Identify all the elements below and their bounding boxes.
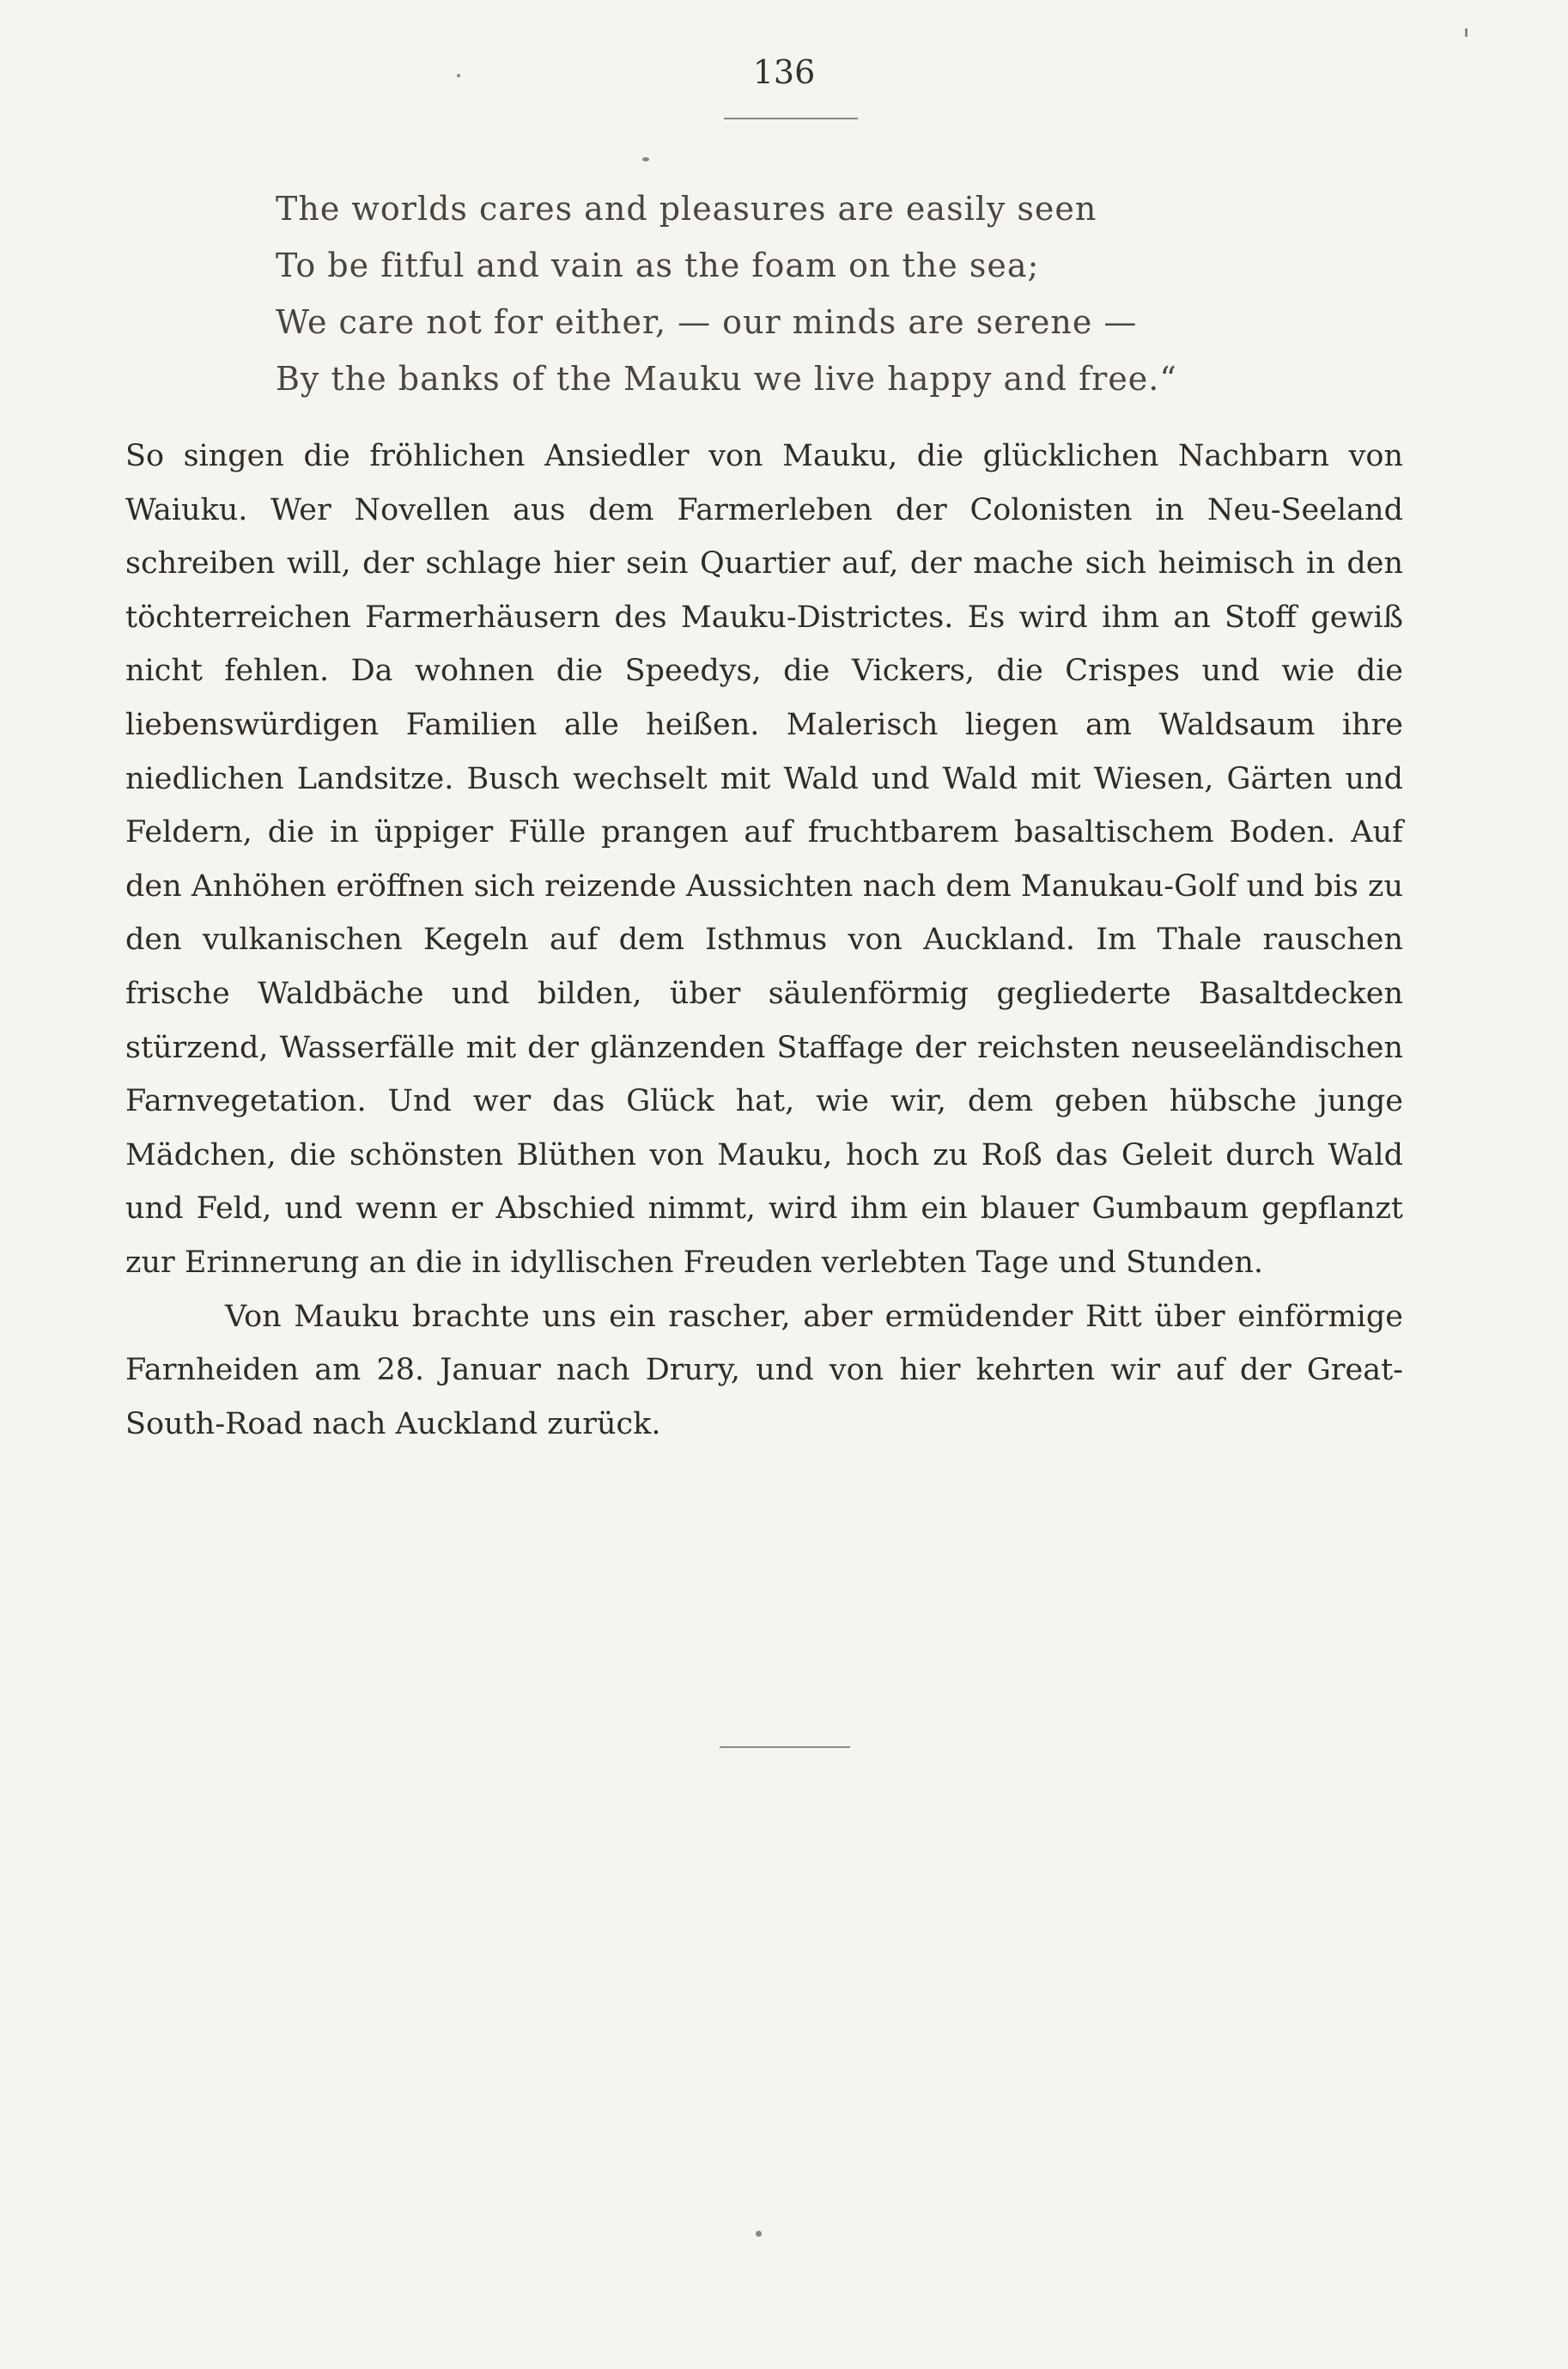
paragraph: So singen die fröhlichen Ansiedler von Mauku, die glücklichen Nachbarn von Waiuku. Wer Novellen aus dem Farmerleben der Colonisten in Neu-Seeland schreiben will, der schlage hier sein Quartier auf, der mache sich heimisch in den töchterreichen Farmerhäusern des Mauku-Districtes. Es wird ihm an Stoff gewiß nicht fehlen. Da wohnen die Speedys, die Vickers, die Crispes und wie die liebenswürdigen Familien alle heißen. Malerisch liegen am Waldsaum ihre niedlichen Landsitze. Busch wechselt mit Wald und Wald mit Wiesen, Gärten und Feldern, die in üppiger Fülle prangen auf fruchtbarem basaltischem Boden. Auf den Anhöhen eröffnen sich reizende Aussichten nach dem Manukau-Golf und bis zu den vulkanischen Kegeln auf dem Isthmus von Auckland. Im Thale rauschen frische Waldbäche und bilden, über säulenförmig gegliederte Basaltdecken stürzend, Wasserfälle mit der glänzenden Staffage der reichsten neuseeländischen Farnvegetation. Und wer das Glück hat, wie wir, dem geben hübsche junge Mädchen, die schönsten Blüthen von Mauku, hoch zu Roß das Geleit durch Wald und Feld, und wenn er Abschied nimmt, wird ihm ein blauer Gumbaum gepflanzt zur Erinnerung an die in idyllischen Freuden verlebten Tage und Stunden. (125, 439, 1403, 1280)
paper-speck (1465, 28, 1468, 37)
paragraph: Von Mauku brachte uns ein rascher, aber ermüdender Ritt über einförmige Farnheiden am 28. Januar nach Drury, und von hier kehrten wir auf der Great-South-Road nach Auckland zurück. (125, 1299, 1403, 1441)
paper-speck (457, 74, 460, 77)
paper-speck (756, 2231, 762, 2237)
poem-line: To be fitful and vain as the foam on the sea; (276, 247, 1040, 284)
poem-stanza (276, 180, 1306, 407)
page-number: 136 (752, 53, 816, 91)
header-rule (724, 118, 858, 119)
poem-line: By the banks of the Mauku we live happy and free.“ (276, 360, 1177, 398)
poem-line: We care not for either, — our minds are serene — (276, 303, 1138, 341)
poem-line: The worlds cares and pleasures are easily seen (276, 190, 1097, 228)
paper-speck (642, 157, 649, 161)
prose-body (125, 429, 1403, 1451)
footer-rule (720, 1746, 850, 1748)
